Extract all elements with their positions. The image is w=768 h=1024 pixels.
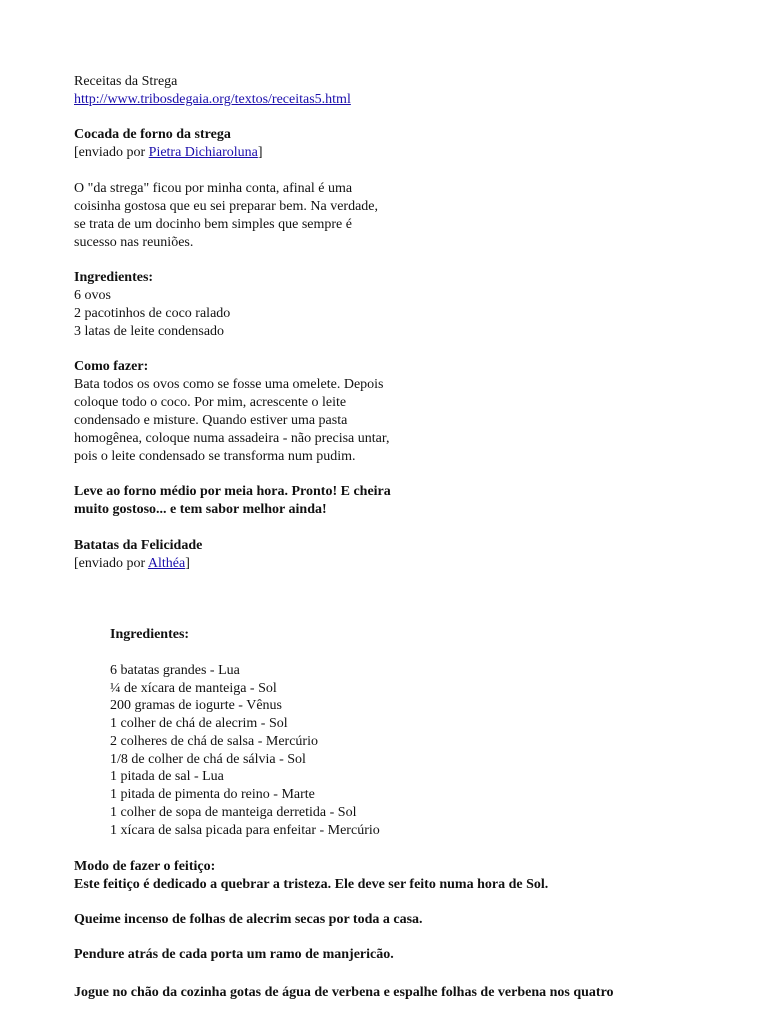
source-link-line: [74, 91, 351, 109]
recipe1-intro-line: sucesso nas reuniões.: [74, 235, 194, 250]
recipe2-method-heading: Modo de fazer o feitiço:: [74, 859, 216, 874]
recipe2-ingredient: 1 colher de sopa de manteiga derretida - Sol: [110, 805, 357, 820]
recipe1-intro-line: coisinha gostosa que eu sei preparar bem. Na verdade,: [74, 199, 378, 214]
recipe1-intro-line: se trata de um docinho bem simples que sempre é: [74, 217, 352, 232]
recipe2-step: Este feitiço é dedicado a quebrar a tristeza. Ele deve ser feito numa hora de Sol.: [74, 877, 549, 892]
recipe2-credit-prefix: [enviado por: [74, 556, 148, 571]
recipe1-ingredient: 3 latas de leite condensado: [74, 324, 225, 339]
recipe2-step: Pendure atrás de cada porta um ramo de manjericão.: [74, 947, 394, 962]
source-url-link[interactable]: http://www.tribosdegaia.org/textos/receitas5.html: [74, 92, 351, 107]
recipe1-method-line: pois o leite condensado se transforma num pudim.: [74, 449, 356, 464]
recipe1-credit-prefix: [enviado por: [74, 145, 149, 160]
recipe2-step: Queime incenso de folhas de alecrim secas por toda a casa.: [74, 912, 423, 927]
recipe1-ingredient: 6 ovos: [74, 288, 111, 303]
recipe2-ingredient: 1 pitada de pimenta do reino - Marte: [110, 787, 315, 802]
recipe1-method-line: homogênea, coloque numa assadeira - não precisa untar,: [74, 431, 390, 446]
recipe1-closing-line: muito gostoso... e tem sabor melhor ainda!: [74, 502, 327, 517]
recipe1-method-line: coloque todo o coco. Por mim, acrescente o leite: [74, 395, 347, 410]
recipe2-ingredient: 1 colher de chá de alecrim - Sol: [110, 716, 288, 731]
recipe1-author-link[interactable]: Pietra Dichiaroluna: [148, 145, 258, 160]
recipe2-ingredients-heading: Ingredientes:: [110, 627, 190, 642]
recipe2-ingredient: 1 pitada de sal - Lua: [110, 769, 224, 784]
recipe2-credit-suffix: ]: [185, 556, 190, 571]
recipe2-ingredient: ¼ de xícara de manteiga - Sol: [110, 681, 277, 696]
recipe1-method-line: condensado e misture. Quando estiver uma pasta: [74, 413, 348, 428]
recipe1-closing-line: Leve ao forno médio por meia hora. Pronto! E cheira: [74, 484, 391, 499]
recipe1-ingredients-heading: Ingredientes:: [74, 270, 154, 285]
recipe1-intro-line: O "da strega" ficou por minha conta, afinal é uma: [74, 181, 353, 196]
recipe2-author-link[interactable]: Althéa: [147, 556, 186, 571]
recipe2-step: Jogue no chão da cozinha gotas de água de verbena e espalhe folhas de verbena nos quatro: [74, 985, 614, 1000]
recipe2-ingredient: 6 batatas grandes - Lua: [110, 663, 240, 678]
recipe1-credit-suffix: ]: [257, 145, 263, 160]
recipe2-ingredient: 1 xícara de salsa picada para enfeitar - Mercúrio: [110, 823, 380, 838]
recipe1-method-heading: Como fazer:: [74, 359, 149, 374]
recipe2-ingredient: 2 colheres de chá de salsa - Mercúrio: [110, 734, 318, 749]
recipe2-ingredient: 1/8 de colher de chá de sálvia - Sol: [110, 752, 306, 767]
doc-title: Receitas da Strega: [74, 74, 178, 89]
recipe1-method-line: Bata todos os ovos como se fosse uma omelete. Depois: [74, 377, 384, 392]
recipe2-credit: [74, 555, 190, 573]
recipe2-ingredient: 200 gramas de iogurte - Vênus: [110, 698, 282, 713]
recipe1-credit: [74, 144, 263, 162]
recipe1-ingredient: 2 pacotinhos de coco ralado: [74, 306, 231, 321]
recipe1-title: Cocada de forno da strega: [74, 127, 231, 142]
recipe2-title: Batatas da Felicidade: [74, 538, 203, 553]
